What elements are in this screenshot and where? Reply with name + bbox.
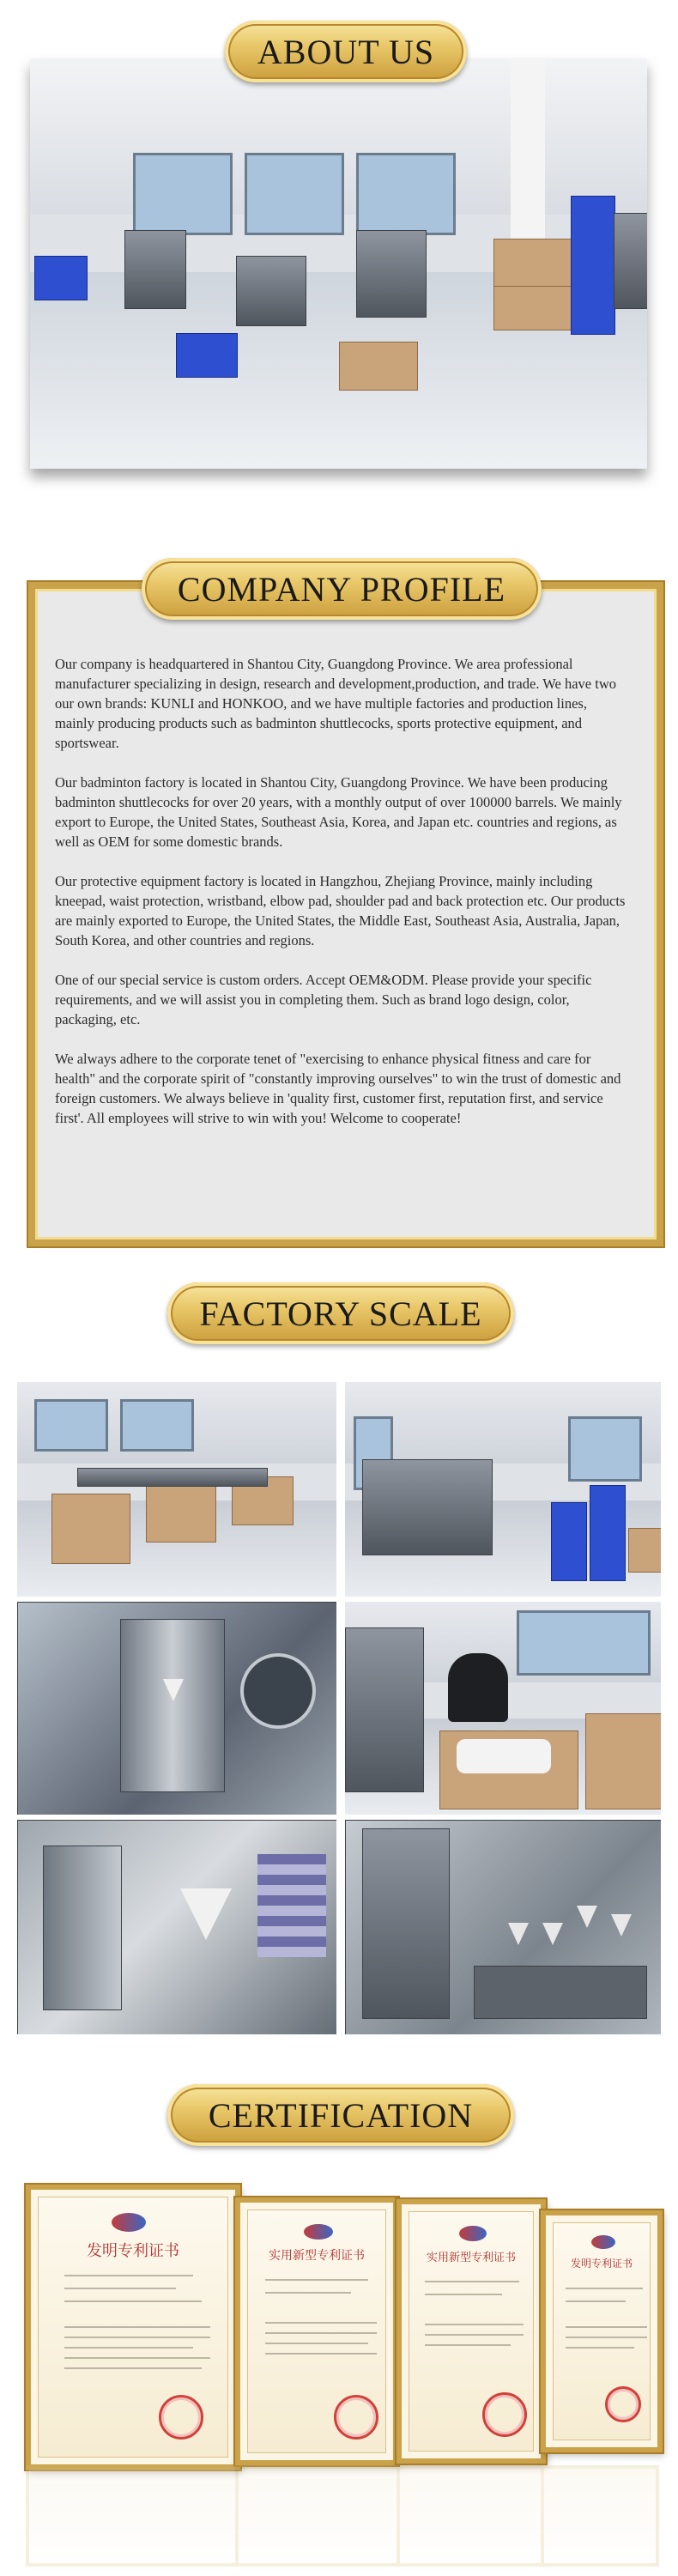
factory-photo-6 xyxy=(345,1820,661,2034)
profile-paragraph: Our protective equipment factory is located in Hangzhou, Zhejiang Province, mainly including kneepad, waist protection, wristband, elbow pad, shoulder pad and back protection etc. Our products are mainly exported to Europe, the United States, the Middle East, Southeast Asia, Australia, Japan, South Korea, and other countries and regions. xyxy=(55,873,626,949)
profile-paragraph: Our badminton factory is located in Shantou City, Guangdong Province. We have been producing badminton shuttlecocks for over 20 years, with a monthly output of over 100000 barrels. We mainly export to Europe, the United States, Southeast Asia, Korea, and Japan etc. countries and regions, as well as OEM for some domestic brands. xyxy=(55,774,622,850)
about-us-title xyxy=(225,21,467,82)
certificate-4 xyxy=(541,2210,663,2452)
factory-scale-title xyxy=(167,1282,514,1344)
profile-paragraph: One of our special service is custom orders. Accept OEM&ODM. Please provide your specific requirements, and we will assist you in completing them. Such as brand logo design, color, packaging, etc. xyxy=(55,972,592,1027)
profile-paragraph: We always adhere to the corporate tenet of "exercising to enhance physical fitness and care for health" and the corporate spirit of "constantly improving ourselves" to win the trust of domestic and foreign customers. We always believe in 'quality first, customer first, reputation first, and service first'. All employees will strive to win with you! Welcome to cooperate! xyxy=(55,1051,621,1126)
certificate-3 xyxy=(397,2199,546,2464)
certificate-1 xyxy=(26,2185,240,2470)
factory-photo-4 xyxy=(345,1602,661,1815)
certificate-title: 实用新型专利证书 xyxy=(426,2252,516,2264)
about-us-title-text: ABOUT US xyxy=(257,32,435,71)
certification-title-text: CERTIFICATION xyxy=(208,2095,474,2135)
factory-photo-3 xyxy=(17,1602,336,1815)
factory-photo-5 xyxy=(17,1820,336,2034)
company-profile-title-text: COMPANY PROFILE xyxy=(177,569,506,609)
about-factory-photo xyxy=(30,58,647,469)
certificate-2 xyxy=(235,2197,398,2465)
factory-scale-title-text: FACTORY SCALE xyxy=(199,1294,482,1333)
company-profile-title xyxy=(142,558,542,620)
certificate-title: 发明专利证书 xyxy=(87,2242,179,2260)
certificate-title: 实用新型专利证书 xyxy=(269,2249,365,2263)
company-profile-text xyxy=(55,654,628,1148)
certification-title xyxy=(167,2084,514,2146)
certificate-reflections xyxy=(26,2472,652,2567)
profile-paragraph: Our company is headquartered in Shantou City, Guangdong Province. We area professional manufacturer specializing in design, research and development,production, and trade. We have two our own brands: KUNLI and HONKOO, and we have multiple factories and production lines, mainly producing products such as badminton shuttlecocks, sports protective equipment, and sportswear. xyxy=(55,656,616,751)
factory-photo-2 xyxy=(345,1382,661,1597)
certificate-title: 发明专利证书 xyxy=(570,2258,633,2270)
factory-photo-1 xyxy=(17,1382,336,1597)
